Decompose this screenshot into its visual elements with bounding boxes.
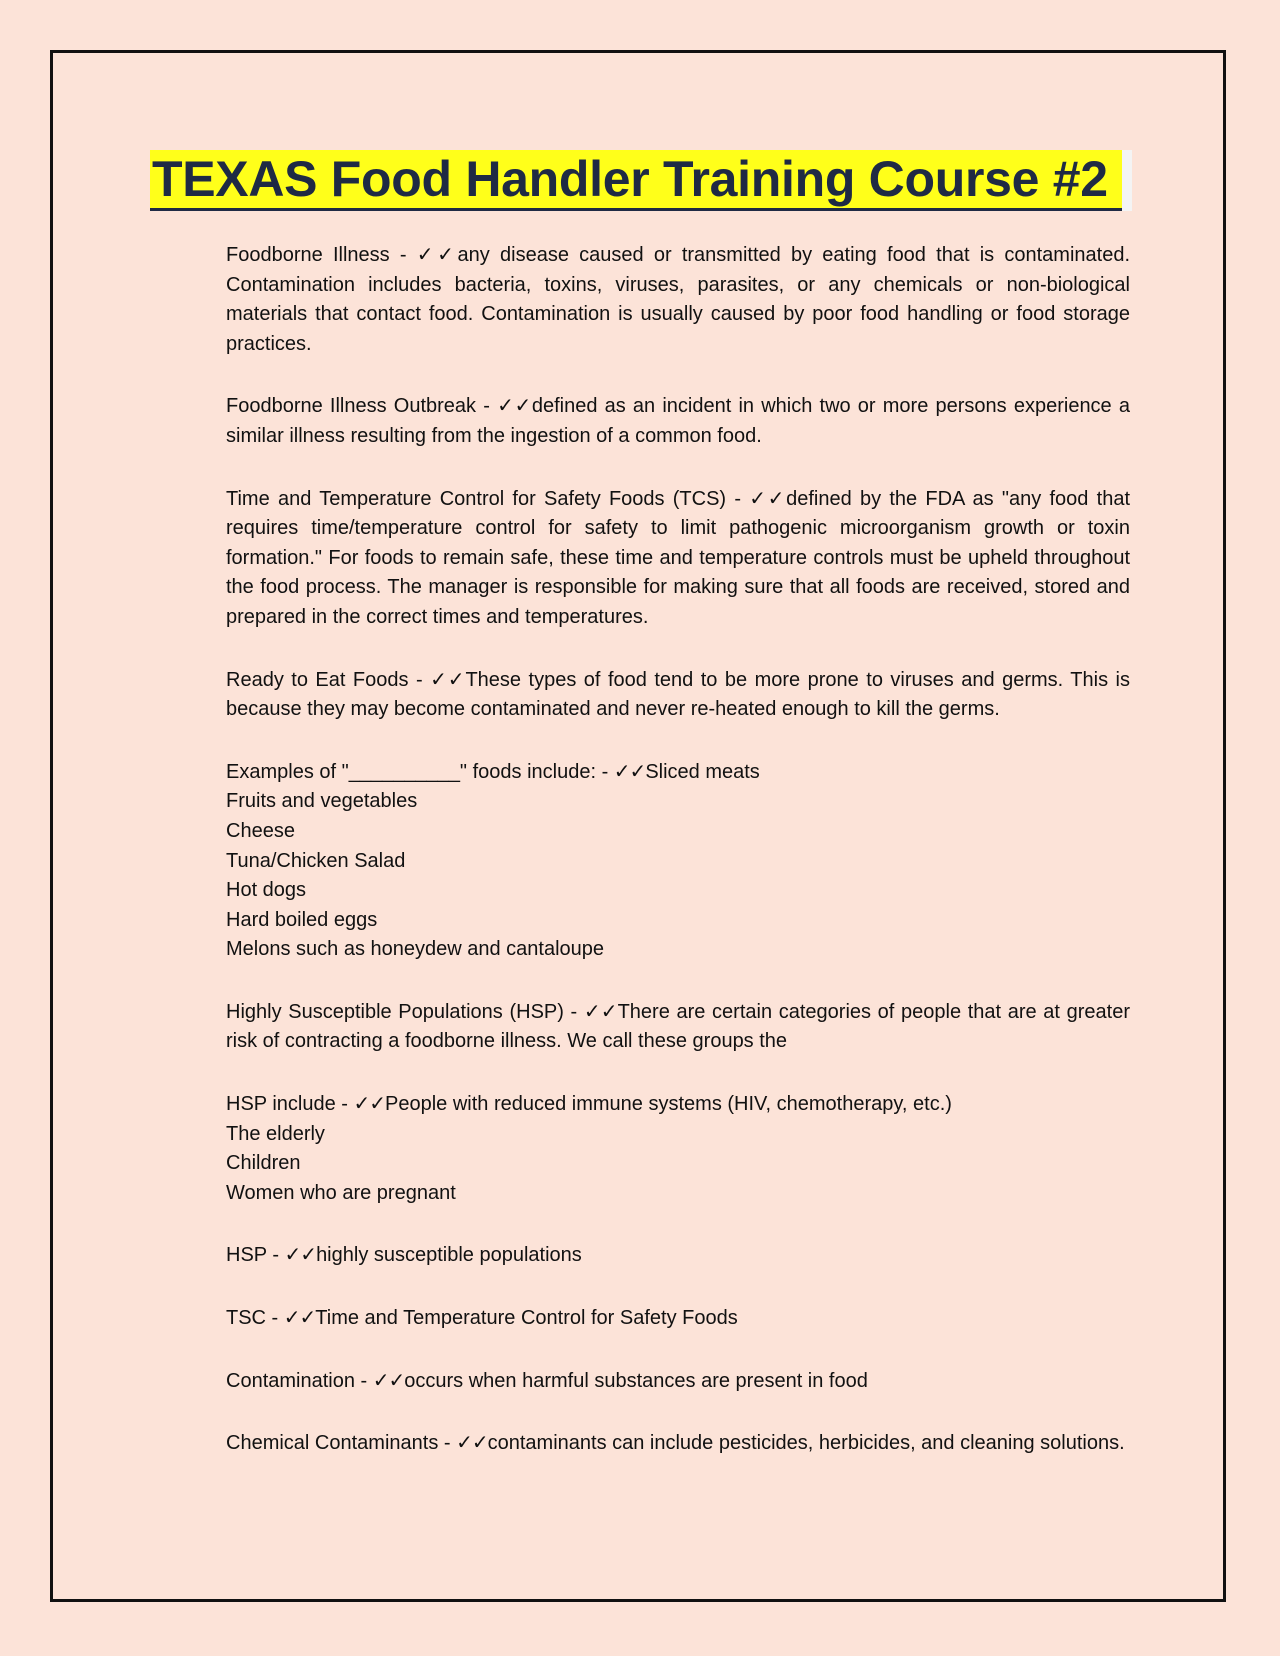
entry-term: Time and Temperature Control for Safety Foods (TCS) - <box>226 487 750 510</box>
entry-chemical-contaminants <box>226 1428 1130 1459</box>
entry-term: Foodborne Illness Outbreak - <box>226 395 498 418</box>
entry-hsp <box>226 1240 1130 1271</box>
check-icon: ✓✓ <box>749 485 787 510</box>
entry-term: Ready to Eat Foods - <box>226 668 431 691</box>
entry-tcs-foods <box>226 484 1130 633</box>
entry-definition: highly susceptible populations <box>316 1244 582 1267</box>
check-icon: ✓✓ <box>497 393 532 418</box>
title-highlight <box>150 150 1122 211</box>
document-title: TEXAS Food Handler Training Course #2 <box>152 151 1108 207</box>
entry-term: Highly Susceptible Populations (HSP) - <box>226 1000 584 1023</box>
entry-text <box>226 1089 1130 1120</box>
document-body <box>226 240 1130 1491</box>
check-icon: ✓✓ <box>284 1242 317 1267</box>
check-icon: ✓✓ <box>456 1430 488 1455</box>
entry-definition: These types of food tend to be more prone to viruses and germs. This is because they may become contaminated and never re-heated enough to kill the germs. <box>226 668 1131 721</box>
entry-term: Contamination - <box>226 1369 373 1392</box>
entry-foodborne-illness <box>226 240 1130 359</box>
entry-definition: defined as an incident in which two or more persons experience a similar illness resulting from the ingestion of a common food. <box>226 395 1130 447</box>
entry-definition: contaminants can include pesticides, herbicides, and cleaning solutions. <box>487 1432 1125 1455</box>
entry-hsp-definition <box>226 997 1130 1057</box>
entry-definition: occurs when harmful substances are present in food <box>404 1369 868 1392</box>
entry-text <box>226 1366 1130 1397</box>
check-icon: ✓✓ <box>283 1305 316 1330</box>
check-icon: ✓✓ <box>416 242 458 266</box>
entry-tsc <box>226 1303 1130 1334</box>
entry-term: Chemical Contaminants - <box>226 1432 457 1455</box>
check-icon: ✓✓ <box>430 666 466 691</box>
entry-term: Examples of "__________" foods include: - <box>226 760 614 783</box>
list-line: Hard boiled eggs <box>226 908 378 931</box>
entry-text <box>226 484 1130 633</box>
entry-definition: People with reduced immune systems (HIV, chemotherapy, etc.) <box>385 1093 952 1116</box>
entry-rte-examples <box>226 757 1130 965</box>
list-line: Hot dogs <box>226 879 307 902</box>
entry-term: Foodborne Illness - <box>226 244 417 266</box>
entry-definition: There are certain categories of people that are at greater risk of contracting a foodborne illness. We call these groups the <box>226 1000 1130 1053</box>
entry-text <box>226 757 1130 788</box>
entry-definition: Time and Temperature Control for Safety Foods <box>315 1307 738 1330</box>
entry-text <box>226 997 1130 1057</box>
entry-text <box>226 240 1130 359</box>
entry-hsp-include <box>226 1089 1130 1208</box>
entry-text <box>226 1428 1130 1459</box>
list-line: Tuna/Chicken Salad <box>226 849 406 872</box>
check-icon: ✓✓ <box>353 1091 385 1116</box>
entry-text <box>226 1303 1130 1334</box>
entry-term: TSC - <box>226 1307 284 1330</box>
list-line: Children <box>226 1152 301 1175</box>
entry-text <box>226 391 1130 451</box>
entry-ready-to-eat <box>226 665 1130 725</box>
list-line: Cheese <box>226 819 295 842</box>
list-line: Women who are pregnant <box>226 1181 456 1204</box>
entry-contamination <box>226 1366 1130 1397</box>
entry-text <box>226 665 1130 725</box>
entry-definition: defined by the FDA as "any food that requires time/temperature control for safety to limit pathogenic microorganism growth or toxin formation." For foods to remain safe, these time and temperature controls must be upheld throughout the food process. The manager is responsible for making sure that all foods are received, stored and prepared in the correct times and temperatures. <box>226 487 1131 628</box>
check-icon: ✓✓ <box>372 1367 405 1392</box>
entry-definition: any disease caused or transmitted by eating food that is contaminated. Contamination includes bacteria, toxins, viruses, parasites, or any chemicals or non-biological materials that contact food. Contamination is usually caused by poor food handling or food storage practices. <box>226 244 1130 355</box>
check-icon: ✓✓ <box>613 758 646 783</box>
check-icon: ✓✓ <box>583 998 618 1023</box>
list-line: Melons such as honeydew and cantaloupe <box>226 938 605 961</box>
entry-term: HSP - <box>226 1244 285 1267</box>
entry-definition: Sliced meats <box>645 760 760 783</box>
entry-foodborne-illness-outbreak <box>226 391 1130 451</box>
list-line: Fruits and vegetables <box>226 790 418 813</box>
entry-text <box>226 1240 1130 1271</box>
entry-term: HSP include - <box>226 1093 354 1116</box>
list-line: The elderly <box>226 1122 325 1145</box>
